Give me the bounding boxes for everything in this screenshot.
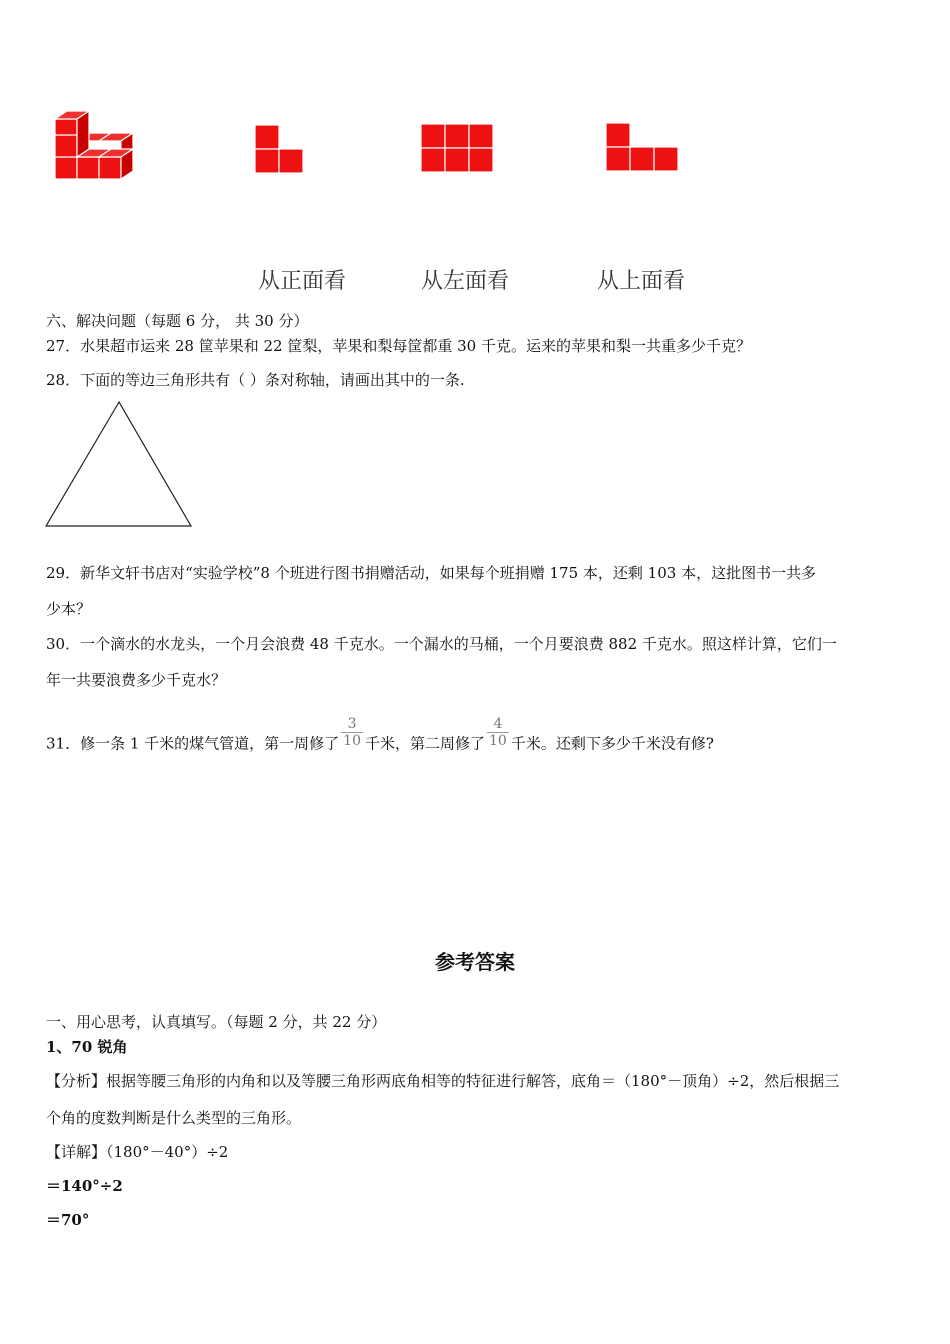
fraction-numerator: 3: [341, 716, 363, 733]
answer-1: 1、70 锐角: [46, 1038, 128, 1056]
equilateral-triangle: [44, 398, 196, 530]
question-31: [46, 716, 714, 761]
top-view-label: 从上面看: [597, 269, 686, 294]
top-view-figure: [605, 122, 681, 174]
q31-prefix: 31．修一条 1 千米的煤气管道，第一周修了: [46, 734, 340, 753]
fraction-denominator: 10: [489, 733, 507, 749]
q31-middle: 千米，第二周修了: [365, 734, 486, 753]
cube-structure-figure: [50, 105, 155, 185]
fraction-numerator: 4: [487, 716, 509, 733]
left-view-label: 从左面看: [421, 269, 510, 294]
question-29-line2: 少本？: [46, 600, 92, 618]
fraction-4-10: [487, 716, 509, 749]
q31-suffix: 千米。还剩下多少千米没有修?: [510, 734, 714, 753]
cube-structure: [55, 111, 133, 179]
answers-title: 参考答案: [435, 950, 515, 974]
left-view-figure: [420, 123, 496, 175]
section-6-heading: 六、解决问题（每题 6 分， 共 30 分）: [46, 312, 309, 330]
fraction-3-10: [341, 716, 363, 749]
question-30-line1: 30．一个滴水的水龙头，一个月会浪费 48 千克水。一个漏水的马桶，一个月要浪费 882 千克水。照这样计算，它们一: [46, 635, 837, 653]
detail-line1: 【详解】（180°－40°）÷2: [46, 1143, 229, 1161]
front-view-figure: [254, 124, 306, 176]
detail-line3: ＝70°: [46, 1211, 90, 1229]
detail-line2: ＝140°÷2: [46, 1177, 123, 1195]
question-30-line2: 年一共要浪费多少千克水？: [46, 671, 227, 689]
question-28: 28．下面的等边三角形共有（ ）条对称轴，请画出其中的一条.: [46, 371, 465, 389]
fraction-denominator: 10: [343, 733, 361, 749]
answers-section-1-heading: 一、用心思考，认真填写。（每题 2 分，共 22 分）: [46, 1013, 387, 1031]
analysis-line1: 【分析】根据等腰三角形的内角和以及等腰三角形两底角相等的特征进行解答，底角＝（180°－顶角）÷2，然后根据三: [46, 1072, 840, 1090]
analysis-line2: 个角的度数判断是什么类型的三角形。: [46, 1109, 302, 1127]
question-29-line1: 29．新华文轩书店对“实验学校”8 个班进行图书捐赠活动，如果每个班捐赠 175 本，还剩 103 本，这批图书一共多: [46, 564, 817, 582]
question-27: 27．水果超市运来 28 筐苹果和 22 筐梨，苹果和梨每筐都重 30 千克。运来的苹果和梨一共重多少千克？: [46, 337, 751, 355]
front-view-label: 从正面看: [258, 269, 347, 294]
